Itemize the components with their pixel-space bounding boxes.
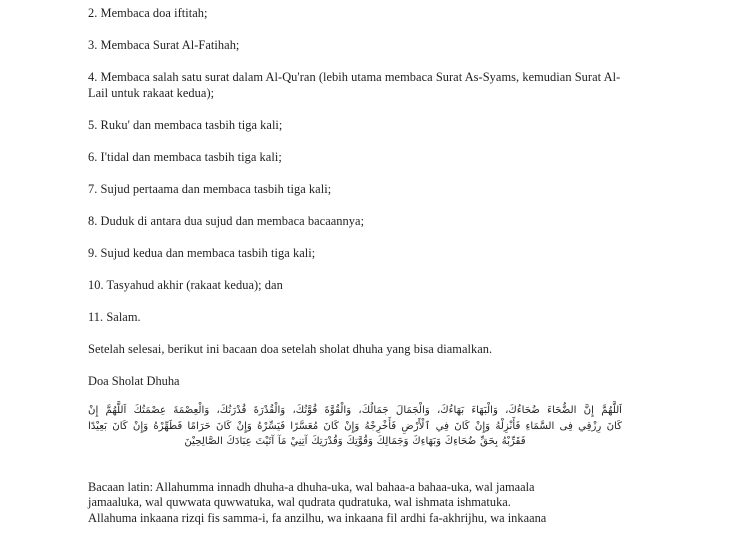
list-item: 5. Ruku' dan membaca tasbih tiga kali; — [88, 118, 283, 132]
arabic-line: اَللَّهُمَّ إِنَّ الضُّحَاءَ ضُحَاءُكَ، وَالْبَهَاءَ بَهَاءُكَ، وَالْجَمَالَ جَمَالُكَ، وَالْقُوَّةَ قُوَّتُكَ، وَالْقُدْرَةَ قُدْرَتُكَ، وَالْعِصْمَةَ عِصْمَتُكَ اَللَّهُمَّ إِنْ — [88, 405, 622, 416]
list-item: 6. I'tidal dan membaca tasbih tiga kali; — [88, 150, 282, 164]
closing-paragraph: Setelah selesai, berikut ini bacaan doa setelah sholat dhuha yang bisa diamalkan. — [88, 342, 493, 356]
document-content — [88, 0, 624, 526]
list-item: 2. Membaca doa iftitah; — [88, 6, 208, 20]
arabic-line: فَقَرِّبْهُ بِحَقِّ ضُحَاءِكَ وَبَهَاءِكَ وَجَمَالِكَ وَقُوَّتِكَ وَقُدْرَتِكَ آتِنِيْ مَآ آتَيْتَ عِبَادَكَ الصَّالِحِيْنَ — [184, 436, 526, 448]
list-item: 11. Salam. — [88, 310, 141, 324]
list-item: 10. Tasyahud akhir (rakaat kedua); dan — [88, 278, 283, 292]
list-item: 4. Membaca salah satu surat dalam Al-Qu'ran (lebih utama membaca Surat As-Syams, kemudian Surat Al-Lail untuk rakaat kedua); — [88, 70, 621, 100]
list-item: 9. Sujud kedua dan membaca tasbih tiga kali; — [88, 246, 316, 260]
dua-heading: Doa Sholat Dhuha — [88, 374, 180, 388]
block-spacer — [88, 466, 624, 480]
list-item: 3. Membaca Surat Al-Fatihah; — [88, 38, 240, 52]
latin-line: Allahuma inkaana rizqi fis samma-i, fa anzilhu, wa inkaana fil ardhi fa-akhrijhu, wa inkaana — [88, 510, 547, 525]
latin-line: Bacaan latin: Allahumma innadh dhuha-a dhuha-uka, wal bahaa-a bahaa-uka, wal jamaala — [88, 479, 535, 494]
list-item: 7. Sujud pertaama dan membaca tasbih tiga kali; — [88, 182, 332, 196]
arabic-line: كَانَ رِزْقِي فِى السَّمَاءِ فَأَنْزِلْهُ وَإِنْ كَانَ فِي ٱلْأَرْضِ فَأَخْرِجْهُ وَإِنْ كَانَ مُعَسَّرًا فَيَسِّرْهُ وَإِنْ كَانَ حَرَامًا فَطَهِّرْهُ وَإِنْ كَانَ بَعِيْدًا — [88, 420, 622, 432]
arabic-dua-block — [88, 403, 622, 450]
list-item: 8. Duduk di antara dua sujud dan membaca bacaannya; — [88, 214, 365, 228]
latin-line: jamaaluka, wal quwwata quwwatuka, wal qudrata qudratuka, wal ishmata ishmatuka. — [88, 495, 511, 510]
latin-transliteration-block — [88, 480, 628, 526]
